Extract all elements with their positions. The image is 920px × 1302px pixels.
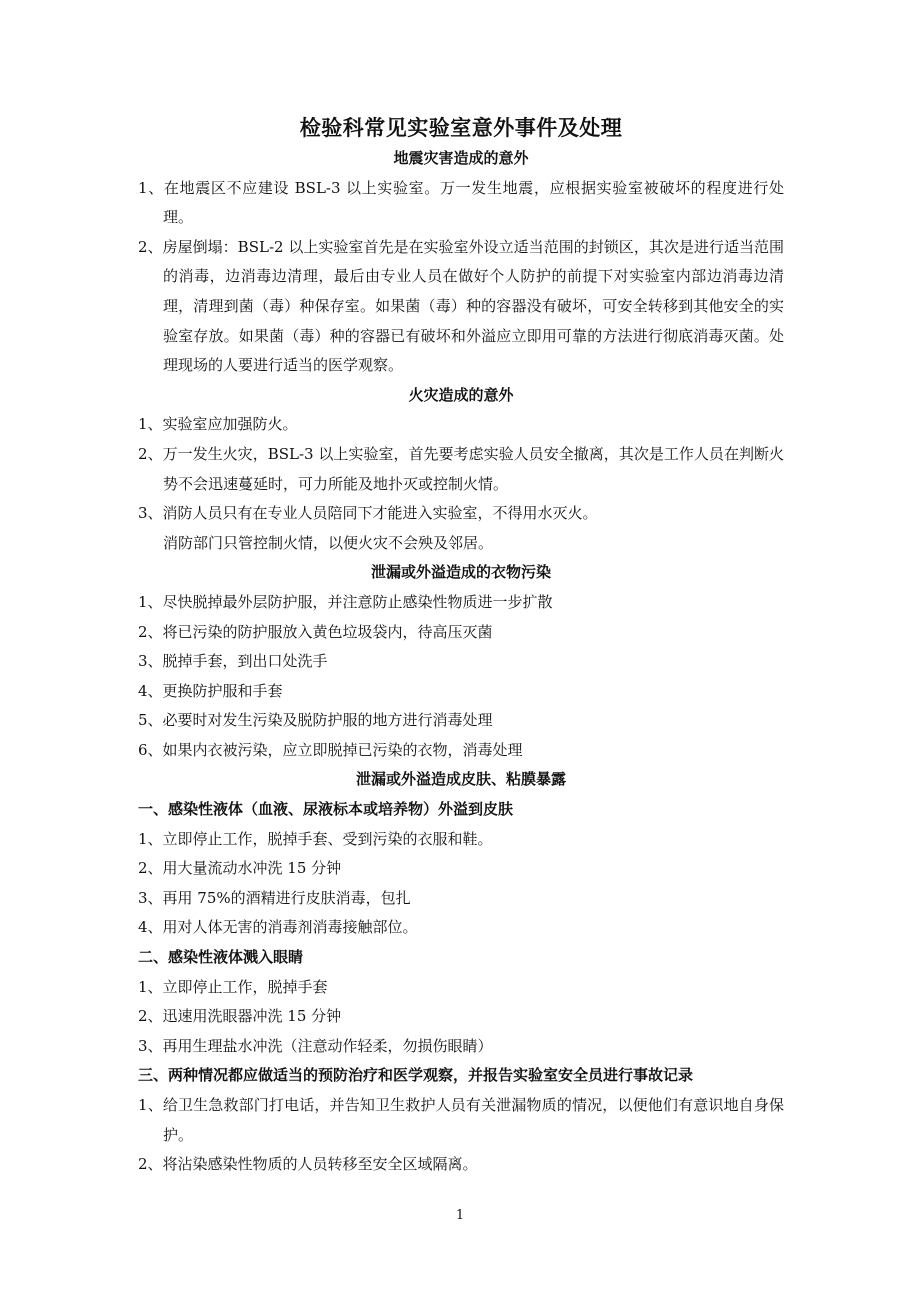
subsection-heading: 三、两种情况都应做适当的预防治疗和医学观察，并报告实验室安全员进行事故记录 bbox=[138, 1066, 694, 1085]
list-item: 5、必要时对发生污染及脱防护服的地方进行消毒处理 bbox=[138, 711, 493, 730]
section-fire bbox=[138, 381, 784, 559]
subsection-heading: 二、感染性液体溅入眼睛 bbox=[138, 948, 304, 967]
section-heading: 泄漏或外溢造成皮肤、粘膜暴露 bbox=[355, 770, 566, 789]
list-item: 1、给卫生急救部门打电话，并告知卫生救护人员有关泄漏物质的情况，以便他们有意识地自身保护。 bbox=[138, 1096, 784, 1144]
section-skin bbox=[138, 765, 784, 1179]
list-item: 4、用对人体无害的消毒剂消毒接触部位。 bbox=[138, 918, 418, 937]
list-item: 3、再用 75%的酒精进行皮肤消毒，包扎 bbox=[138, 888, 411, 907]
list-item: 2、将已污染的防护服放入黄色垃圾袋内，待高压灭菌 bbox=[138, 622, 493, 641]
subsection-heading: 一、感染性液体（血液、尿液标本或培养物）外溢到皮肤 bbox=[138, 800, 514, 819]
list-item: 1、尽快脱掉最外层防护服，并注意防止感染性物质进一步扩散 bbox=[138, 592, 553, 611]
list-item: 1、在地震区不应建设 BSL-3 以上实验室。万一发生地震，应根据实验室被破坏的程度进行处理。 bbox=[138, 178, 784, 227]
list-item: 6、如果内衣被污染，应立即脱掉已污染的衣物，消毒处理 bbox=[138, 740, 523, 759]
section-heading: 火灾造成的意外 bbox=[408, 385, 514, 404]
section-heading: 地震灾害造成的意外 bbox=[393, 149, 529, 167]
list-item: 1、立即停止工作，脱掉手套、受到污染的衣服和鞋。 bbox=[138, 829, 493, 848]
document-title: 检验科常见实验室意外事件及处理 bbox=[299, 116, 623, 140]
list-item: 3、再用生理盐水冲洗（注意动作轻柔，勿损伤眼睛） bbox=[138, 1036, 493, 1055]
list-item: 2、用大量流动水冲洗 15 分钟 bbox=[138, 859, 342, 878]
document-page bbox=[138, 114, 784, 1180]
section-earthquake bbox=[138, 144, 784, 381]
section-heading: 泄漏或外溢造成的衣物污染 bbox=[370, 563, 551, 582]
list-item: 2、万一发生火灾，BSL-3 以上实验室，首先要考虑实验人员安全撤离，其次是工作人员在判断火势不会迅速蔓延时，可力所能及地扑灭或控制火情。 bbox=[138, 444, 784, 493]
list-item: 1、立即停止工作，脱掉手套 bbox=[138, 977, 328, 996]
list-item: 3、脱掉手套，到出口处洗手 bbox=[138, 652, 328, 671]
section-clothing bbox=[138, 558, 784, 765]
list-item: 1、实验室应加强防火。 bbox=[138, 415, 298, 434]
list-item: 2、房屋倒塌：BSL-2 以上实验室首先是在实验室外设立适当范围的封锁区，其次是进行适当范围的消毒，边消毒边清理，最后由专业人员在做好个人防护的前提下对实验室内部边消毒边清理，清理到菌（毒）种保存室。如果菌（毒）种的容器没有破坏，可安全转移到其他安全的实验室存放。如果菌（毒）种的容器已有破坏和外溢应立即用可靠的方法进行彻底消毒灭菌。处理现场的人要进行适当的医学观察。 bbox=[138, 237, 784, 375]
list-item: 2、迅速用洗眼器冲洗 15 分钟 bbox=[138, 1007, 342, 1026]
list-item: 2、将沾染感染性物质的人员转移至安全区域隔离。 bbox=[138, 1155, 478, 1174]
note-text: 消防部门只管控制火情，以便火灾不会殃及邻居。 bbox=[163, 533, 494, 552]
list-item: 3、消防人员只有在专业人员陪同下才能进入实验室，不得用水灭火。 bbox=[138, 504, 598, 523]
page-number: 1 bbox=[455, 1208, 465, 1223]
list-item: 4、更换防护服和手套 bbox=[138, 681, 283, 700]
